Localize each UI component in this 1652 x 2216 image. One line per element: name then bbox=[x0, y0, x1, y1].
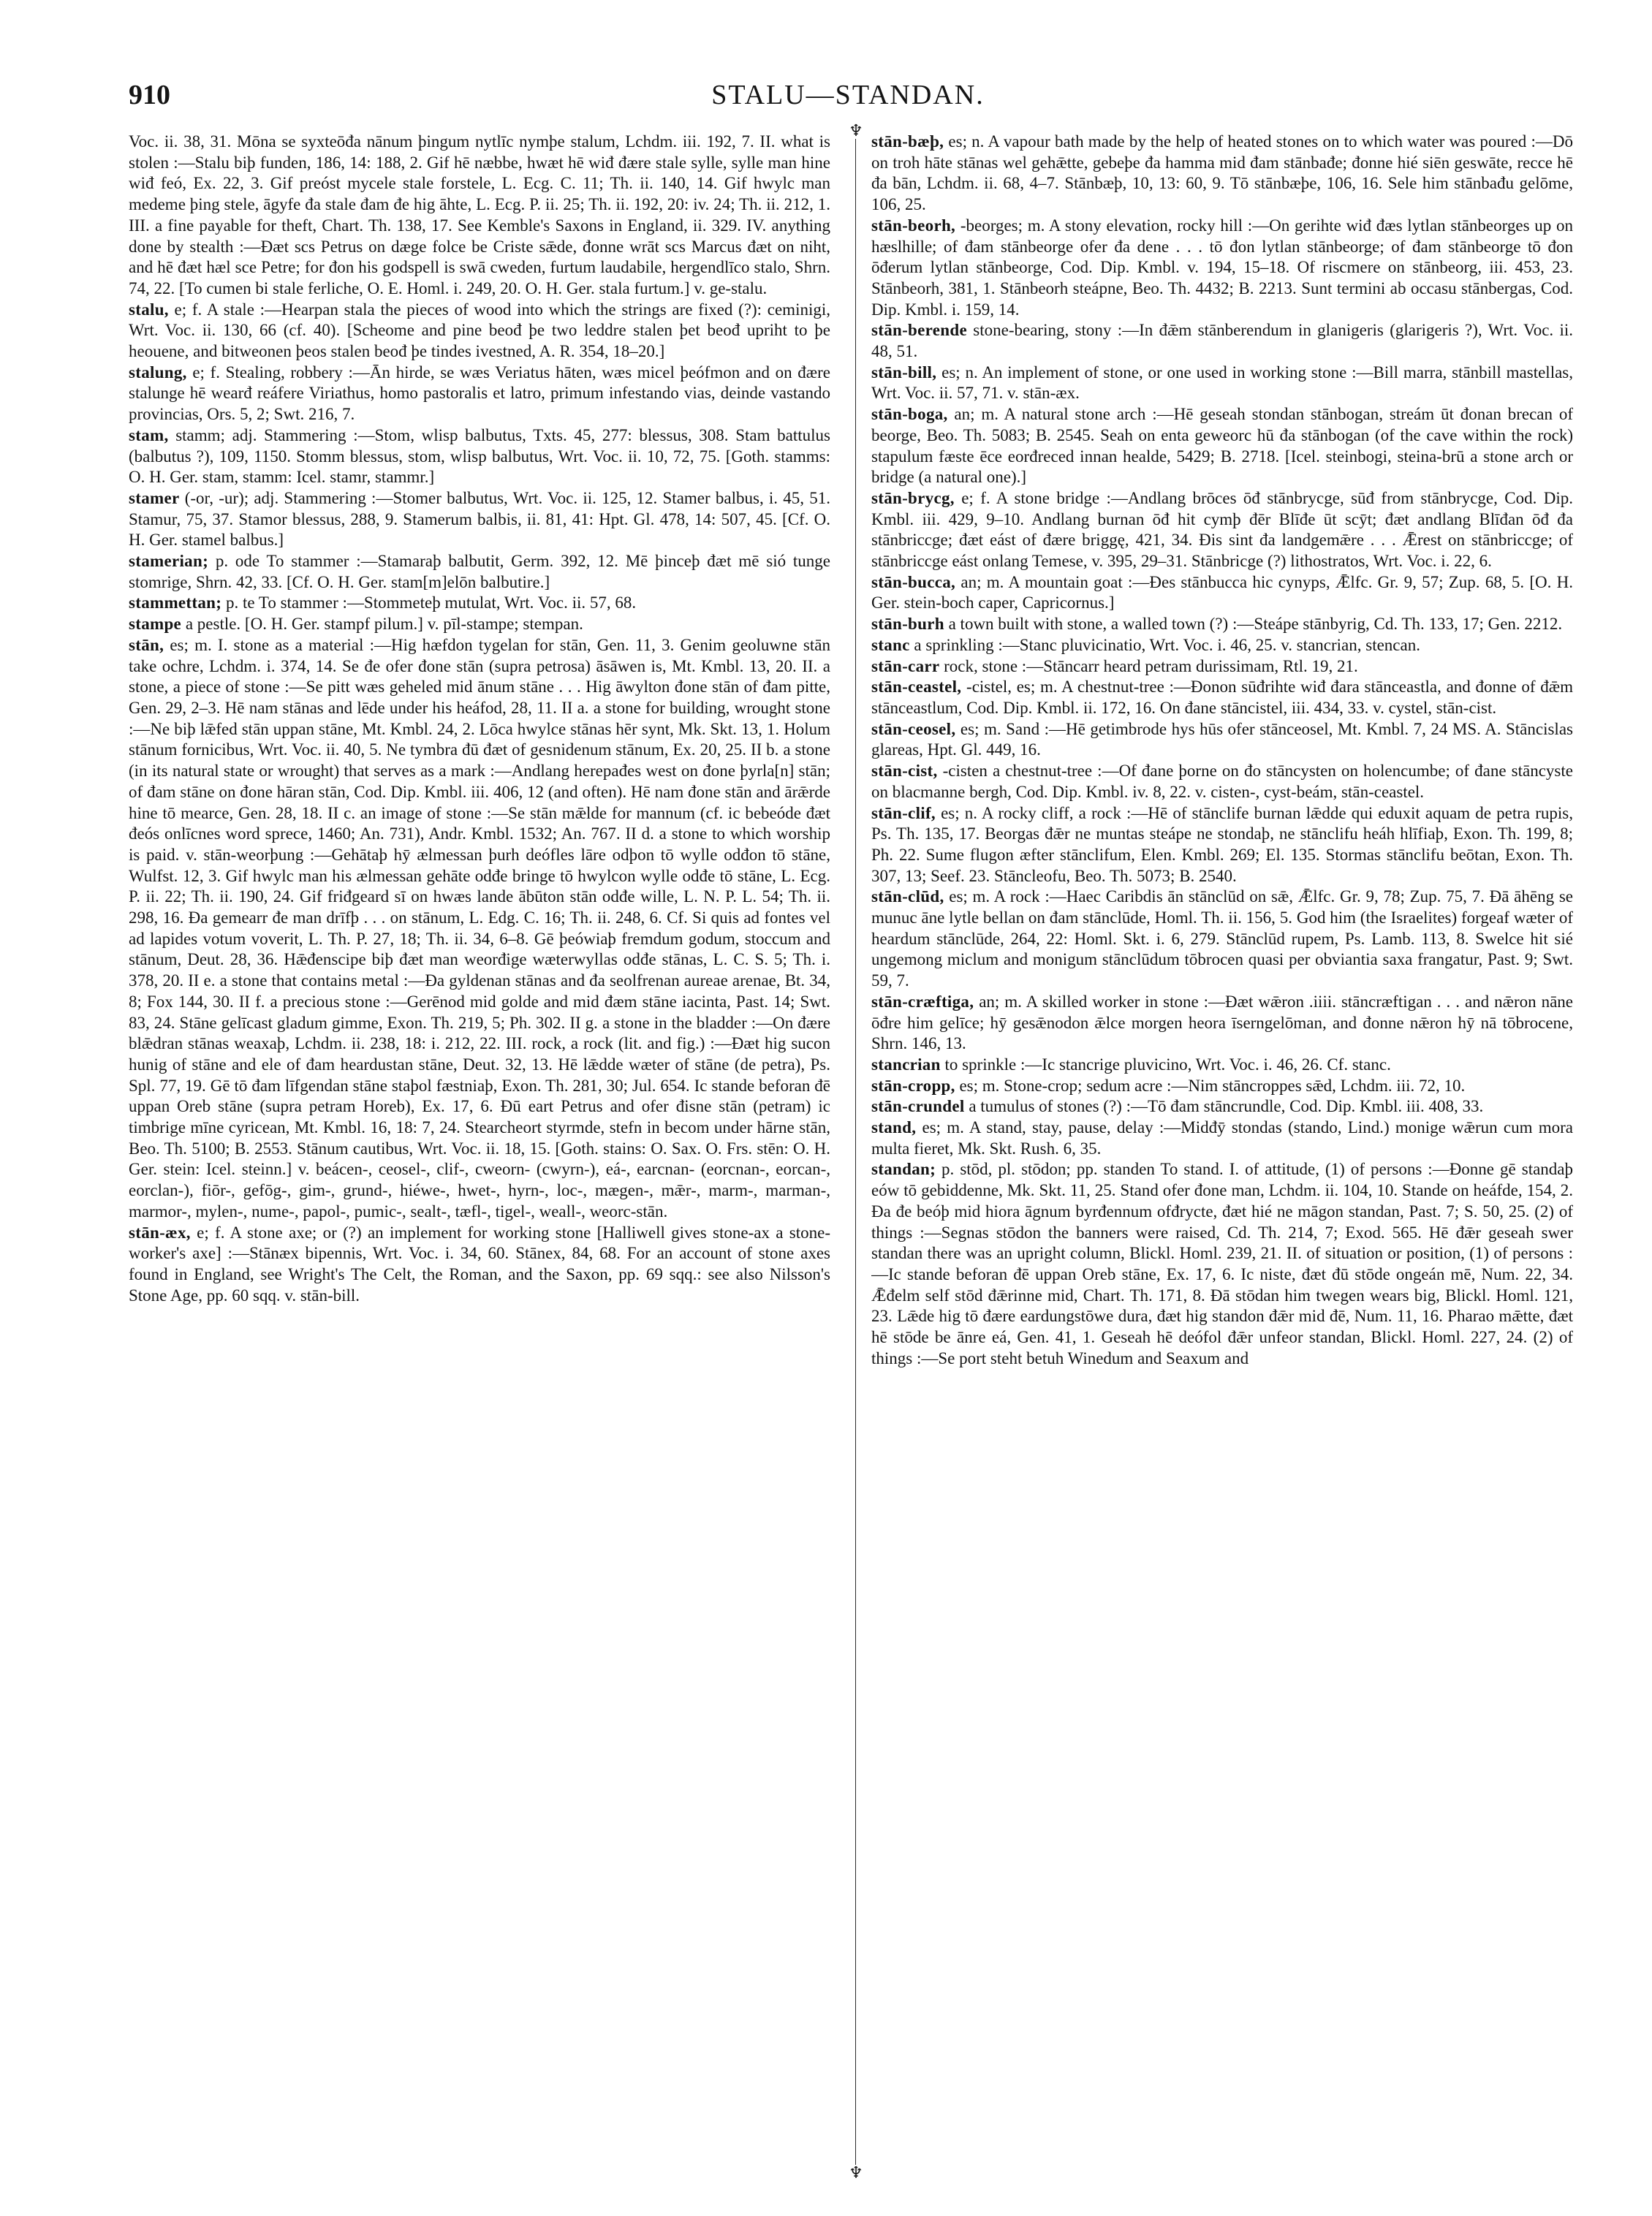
dictionary-entry bbox=[129, 635, 830, 1223]
dictionary-entry bbox=[129, 300, 830, 363]
entry-text: es; m. A rock :—Haec Caribdis ān stānclūd on sǣ, Ǣlfc. Gr. 9, 78; Zup. 75, 7. Đā āhēng se munuc āne lytle bellan on đam stānclūde, Homl. Th. ii. 156, 5. God him (the Israelites) forgeaf wæter of heardum stānclūde, 264, 22: Homl. Skt. i. 6, 279. Stānclūd rupem, Ps. Lamb. 113, 8. Swelce hit sié ungemong miclum and monigum stānclūdum tōbrocen quasi per obviantia saxa frangatur, Past. 9; Swt. 59, 7. bbox=[871, 887, 1573, 990]
dictionary-entry bbox=[871, 761, 1573, 802]
entry-text: es; m. I. stone as a material :—Hig hæfdon tygelan for stān, Gen. 11, 3. Genim geoluwne stān take ochre, Lchdm. i. 374, 14. Se đe ofer đone stān (supra petrosa) āsāwen is, Mt. Kmbl. 13, 20. II. a stone, a piece of stone :—Se pitt wæs geheled mid ānum stāne . . . Hig āwylton đone stān of đam pitte, Gen. 29, 2–3. Hē nam stānas and lēde under his heáfod, 28, 11. II a. a stone for building, wrought stone :—Ne biþ lǣfed stān uppan stāne, Mt. Kmbl. 24, 2. Lōca hwylce stānas hēr synt, Mk. Skt. 13, 1. Holum stānum fornicibus, Wrt. Voc. ii. 40, 5. Ne tymbra đū đæt of gesnidenum stānum, Ex. 20, 25. II b. a stone (in its natural state or wrought) that serves as a mark :—Andlang herepađes west on đone þyrla[n] stān; of đam stāne on đone hāran stān, Cod. Dip. Kmbl. iii. 406, 12 (and often). Hē nam đone stān and ārǣrde hine tō mearce, Gen. 28, 18. II c. an image of stone :—Se stān mǣlde for mannum (cf. ic bebeóde đæt đeós onlīcnes word sprece, 1460; An. 731), Andr. Kmbl. 1532; An. 767. II d. a stone to which worship is paid. v. stān-weorþung :—Gehātaþ hȳ ælmessan þurh deófles lāre odþon tō wylle odđon tō stāne, Wulfst. 12, 3. Gif hwylc man his ælmessan gehāte odđe bringe tō hwylcon wylle odđe tō stāne, L. Ecg. P. ii. 22; Th. ii. 190, 24. Gif friđgeard sī on hwæs lande ābūton stān odđe wille, L. N. P. L. 54; Th. ii. 298, 16. Đa gemearr đe man drīfþ . . . on stānum, L. Edg. C. 16; Th. ii. 248, 6. Cf. Si quis ad fontes vel ad lapides votum voverit, L. Th. P. 27, 18; Th. ii. 34, 6–8. Gē þeówiaþ fremdum godum, stoccum and stānum, Deut. 28, 36. Hǣđenscipe biþ đæt man weorđige wæterwyllas odđe stānas, L. C. S. 5; Th. i. 378, 20. II e. a stone that contains metal :—Đa gyldenan stānas and đa seolfrenan aureae arenae, Bt. 34, 8; Fox 144, 30. II f. a precious stone :—Gerēnod mid golde and mid đæm stāne iacinta, Past. 14; Swt. 83, 24. Stāne gelīcast gladum gimme, Exon. Th. 219, 5; Ph. 302. II g. a stone in the bladder :—On đære blǣdran stānas weaxaþ, Lchdm. ii. 238, 18: i. 212, 22. III. rock, a rock (lit. and fig.) :—Đæt hig sucon hunig of stāne and ele of đam heardustan stāne, Deut. 32, 13. Hē lǣdde wæter of stāne (de petra), Ps. Spl. 77, 19. Gē tō đam līfgendan stāne staþol fæstniaþ, Exon. Th. 281, 30; Jul. 654. Ic stande beforan đē uppan Oreb stāne (supra petram Horeb), Ex. 17, 6. Đū eart Petrus and ofer đisne stān (petram) ic timbrige mīne cyricean, Mt. Kmbl. 16, 18: 7, 24. Stearcheort styrmde, stefn in becom under hārne stān, Beo. Th. 5100; B. 2553. Stānum cautibus, Wrt. Voc. ii. 18, 15. [Goth. stains: O. Sax. O. Frs. stēn: O. H. Ger. stein: Icel. steinn.] v. beácen-, ceosel-, clif-, cweorn- (cwyrn-), eá-, earcnan- (eorcnan-, eorcan-, eorclan-), fiōr-, gefōg-, gim-, grund-, hiéwe-, hwet-, hyrn-, loc-, mægen-, mǣr-, marm-, marman-, marmor-, mylen-, nume-, papol-, pumic-, sealt-, tæfl-, tigel-, weall-, weorc-stān. bbox=[129, 635, 830, 1221]
entry-text: stone-bearing, stony :—In đǣm stānberendum in glanigeris (glarigeris ?), Wrt. Voc. ii. 48, 51. bbox=[871, 321, 1573, 361]
entry-text: an; m. A skilled worker in stone :—Đæt wǣron .iiii. stāncræftigan . . . and nǣron nāne ōđre him gelīce; hȳ gesǣnodon ǣlce morgen heora īserngelōman, and đonne nǣron hȳ nā tōbrocene, Shrn. 146, 13. bbox=[871, 992, 1573, 1053]
entry-headword: stalung, bbox=[129, 363, 187, 382]
entry-headword: stamerian; bbox=[129, 552, 209, 571]
dictionary-entry bbox=[871, 1118, 1573, 1159]
entry-headword: stān, bbox=[129, 635, 164, 654]
entry-text: to sprinkle :—Ic stancrige pluvicino, Wrt. Voc. i. 46, 26. Cf. stanc. bbox=[940, 1055, 1391, 1074]
entry-headword: stān-bill, bbox=[871, 363, 937, 382]
entry-text: an; m. A natural stone arch :—Hē geseah stondan stānbogan, streám ūt đonan brecan of beorge, Beo. Th. 5083; B. 2545. Seah on enta geweorc hū đa stānbogan (of the cave within the rock) stapulum fæste ēce eorđreced innan healde, 5429; B. 2718. [Icel. steinbogi, steina-brū a stone arch or bridge (a natural one).] bbox=[871, 405, 1573, 487]
dictionary-entry bbox=[129, 614, 830, 635]
entry-headword: stān-æx, bbox=[129, 1223, 191, 1242]
dictionary-entry bbox=[871, 719, 1573, 761]
entry-text: Voc. ii. 38, 31. Mōna se syxteōđa nānum þingum nytlīc nymþe stalum, Lchdm. iii. 192, 7. II. what is stolen :—Stalu biþ funden, 186, 14: 188, 2. Gif hē næbbe, hwæt hē wiđ đære stale sylle, sylle man hine wiđ feó, Ex. 22, 3. Gif preóst mycele stale forstele, L. Ecg. C. 11; Th. ii. 140, 14. Gif hwylc man medeme þing stele, āgyfe đa stale đam đe hig āhte, L. Ecg. P. ii. 25; Th. ii. 192, 20: iv. 24; Th. ii. 212, 1. III. a fine payable for theft, Chart. Th. 138, 17. See Kemble's Saxons in England, ii. 329. IV. anything done by stealth :—Đæt scs Petrus on dæge folce be Criste sǣde, đonne wrāt scs Marcus đæt on niht, and hē đæt hæl sce Petre; for đon his godspell is swā cweden, furtum laudabile, hergendlīco stalo, Shrn. 74, 22. [To cumen bi stale ferliche, O. E. Homl. i. 249, 20. O. H. Ger. stala furtum.] v. ge-stalu. bbox=[129, 132, 830, 297]
dictionary-entry bbox=[871, 1055, 1573, 1076]
divider-ornament-top-icon: ♆ bbox=[849, 121, 863, 140]
entry-headword: stān-cist, bbox=[871, 762, 938, 781]
dictionary-entry bbox=[871, 404, 1573, 488]
entry-headword: stān-bucca, bbox=[871, 572, 956, 591]
entry-text: p. ode To stammer :—Stamaraþ balbutit, Germ. 392, 12. Mē þinceþ đæt mē sió tunge stomrige, Shrn. 42, 33. [Cf. O. H. Ger. stam[m]elōn balbutire.] bbox=[129, 552, 830, 591]
running-head: STALU—STANDAN. bbox=[711, 80, 985, 110]
entry-headword: stancrian bbox=[871, 1055, 941, 1074]
divider-ornament-bottom-icon: ♆ bbox=[849, 2163, 863, 2182]
entry-headword: stand, bbox=[871, 1118, 917, 1137]
entry-headword: stān-carr bbox=[871, 656, 940, 675]
entry-text: -beorges; m. A stony elevation, rocky hill :—On gerihte wiđ đæs lytlan stānbeorges up on hæslhille; of đam stānbeorge ofer đa dene . . . tō đon lytlan stānbeorge; of đam stānbeorge tō đon ōđerum lytlan stānbeorge, Cod. Dip. Kmbl. v. 194, 15–18. Of riscmere on stānbeorg, iii. 453, 23. Stānbeorh, 381, 1. Stānbeorh steápne, Beo. Th. 4432; B. 2213. Sunt termini ab occasu stānbergas, Cod. Dip. Kmbl. i. 159, 14. bbox=[871, 216, 1573, 319]
dictionary-entry bbox=[871, 656, 1573, 678]
entry-text: a town built with stone, a walled town (?) :—Steápe stānbyrig, Cd. Th. 133, 17; Gen. 2212. bbox=[944, 615, 1563, 634]
entry-text: a tumulus of stones (?) :—Tō đam stāncrundle, Cod. Dip. Kmbl. iii. 408, 33. bbox=[964, 1097, 1484, 1116]
entry-headword: stān-brycg, bbox=[871, 488, 955, 507]
dictionary-entry bbox=[129, 593, 830, 614]
dictionary-entry bbox=[871, 887, 1573, 992]
dictionary-entry bbox=[871, 1076, 1573, 1097]
entry-headword: stān-clūd, bbox=[871, 887, 944, 906]
dictionary-entry bbox=[129, 551, 830, 593]
entry-text: p. stōd, pl. stōdon; pp. standen To stand. I. of attitude, (1) of persons :—Đonne gē standaþ eów tō gebiddenne, Mk. Skt. 11, 25. Stand ofer đone man, Lchdm. ii. 104, 10. Stande on heáfde, 154, 2. Đa đe beóþ mid hiora āgnum byrđennum ofđrycte, đæt hié ne māgon standan, Past. 7; S. 50, 25. (2) of things :—Segnas stōdon the banners were raised, Cd. Th. 214, 7; Exod. 565. Hē đǣr geseah swer standan there was an upright column, Blickl. Homl. 239, 21. II. of situation or position, (1) of persons :—Ic stande beforan đē uppan Oreb stāne, Ex. 17, 6. Ic niste, đæt đū stōde ongeán mē, Num. 22, 34. Ǣđelm self stōd đǣrinne mid, Chart. Th. 171, 8. Đā stōdan him twegen wears big, Blickl. Homl. 121, 23. Lǣde hig tō đære eardungstōwe dura, đæt hig standon đǣr mid đē, Num. 11, 16. Pharao mǣtte, đæt hē stōde be ānre eá, Gen. 41, 1. Geseah hē deófol đǣr unfeor standan, Blickl. Homl. 227, 24. (2) of things :—Se port steht betuh Winedum and Seaxum and bbox=[871, 1160, 1573, 1367]
entry-headword: stān-crundel bbox=[871, 1097, 965, 1116]
dictionary-entry bbox=[129, 488, 830, 551]
entry-headword: stanc bbox=[871, 635, 910, 654]
entry-headword: stān-beorh, bbox=[871, 216, 956, 235]
page-number: 910 bbox=[129, 80, 170, 110]
entry-headword: stān-cropp, bbox=[871, 1076, 955, 1095]
entry-headword: stalu, bbox=[129, 300, 169, 319]
entry-headword: stampe bbox=[129, 615, 182, 634]
entry-text: es; m. Sand :—Hē getimbrode hys hūs ofer stānceosel, Mt. Kmbl. 7, 24 MS. A. Stāncislas glareas, Hpt. Gl. 449, 16. bbox=[871, 719, 1573, 759]
dictionary-entry bbox=[871, 572, 1573, 614]
entry-text: -cistel, es; m. A chestnut-tree :—Đonon sūđrihte wiđ đara stānceastla, and đonne of đǣm stānceastlum, Cod. Dip. Kmbl. ii. 172, 16. On đane stāncistel, iii. 434, 33. v. cystel, stān-cist. bbox=[871, 678, 1573, 717]
entry-text: a pestle. [O. H. Ger. stampf pilum.] v. pīl-stampe; stempan. bbox=[181, 615, 583, 634]
entry-text: -cisten a chestnut-tree :—Of đane þorne on đo stāncysten on holencumbe; of đane stāncyste on blacmanne bergh, Cod. Dip. Kmbl. iv. 8, 22. v. cisten-, cyst-beám, stān-ceastel. bbox=[871, 762, 1573, 801]
entry-text: an; m. A mountain goat :—Đes stānbucca hic cynyps, Ǣlfc. Gr. 9, 57; Zup. 68, 5. [O. H. Ger. stein-boch caper, Capricornus.] bbox=[871, 572, 1573, 612]
entry-headword: stān-clif, bbox=[871, 803, 936, 822]
entry-headword: stān-berende bbox=[871, 321, 967, 340]
page-header bbox=[129, 79, 1567, 123]
entry-text: e; f. Stealing, robbery :—Ān hirde, se wæs Veriatus hāten, wæs micel þeófmon and on đære stalunge hē wearđ reáfere Viriathus, homo pastoralis et latro, primum infestando vias, deinde vastando provincias, Ors. 5, 2; Swt. 216, 7. bbox=[129, 363, 830, 424]
entry-headword: stān-burh bbox=[871, 615, 944, 634]
entry-headword: stamer bbox=[129, 488, 180, 507]
left-column bbox=[129, 132, 830, 2178]
entry-text: (-or, -ur); adj. Stammering :—Stomer balbutus, Wrt. Voc. ii. 125, 12. Stamer balbus, i. 45, 51. Stamur, 75, 37. Stamor blessus, 288, 9. Stamerum balbis, ii. 81, 41: Hpt. Gl. 478, 14: 507, 45. [Cf. O. H. Ger. stamel balbus.] bbox=[129, 488, 830, 550]
entry-headword: stān-cræftiga, bbox=[871, 992, 974, 1011]
dictionary-entry bbox=[129, 1223, 830, 1307]
entry-text: e; f. A stone bridge :—Andlang brōces ōđ stānbrycge, sūđ from stānbrycge, Cod. Dip. Kmbl. iii. 429, 9–10. Andlang burnan ōđ hit cymþ đēr Blīđe ūt scȳt; đæt andlang Blīđan ōđ đa stānbriccge; đæt eást of đære briggę, 421, 34. Đis sint đa landgemǣre . . . Ǣrest on stānbriccge; of stānbriccge eást onlang Temese, v. 395, 29–31. Stānbricge (?) lithostratos, Wrt. Voc. i. 22, 6. bbox=[871, 488, 1573, 571]
entry-headword: stān-boga, bbox=[871, 405, 948, 424]
entry-text: a sprinkling :—Stanc pluvicinatio, Wrt. Voc. i. 46, 25. v. stancrian, stencan. bbox=[909, 635, 1420, 654]
dictionary-entry bbox=[871, 132, 1573, 216]
entry-text: p. te To stammer :—Stommeteþ mutulat, Wrt. Voc. ii. 57, 68. bbox=[221, 593, 637, 612]
dictionary-entry bbox=[871, 992, 1573, 1055]
entry-headword: standan; bbox=[871, 1160, 936, 1179]
dictionary-entry bbox=[871, 320, 1573, 362]
dictionary-entry bbox=[129, 425, 830, 488]
entry-headword: stān-ceastel, bbox=[871, 678, 962, 697]
dictionary-entry bbox=[871, 363, 1573, 404]
dictionary-entry bbox=[871, 488, 1573, 572]
entry-headword: stān-bæþ, bbox=[871, 132, 944, 151]
entry-text: rock, stone :—Stāncarr heard petram durissimam, Rtl. 19, 21. bbox=[939, 656, 1358, 675]
column-divider bbox=[855, 132, 856, 2178]
dictionary-entry bbox=[871, 803, 1573, 887]
dictionary-entry bbox=[871, 677, 1573, 718]
entry-text: es; n. A vapour bath made by the help of heated stones on to which water was poured :—Dō on troh hāte stānas wel gehǣtte, gebeþe đa hamma mid đam stānbađe; đonne hié siēn geswāte, recce hē đa bān, Lchdm. ii. 68, 4–7. Stānbæþ, 10, 13: 60, 9. Tō stānbæþe, 106, 16. Sele him stānbađu gelōme, 106, 25. bbox=[871, 132, 1573, 214]
dictionary-entry bbox=[871, 635, 1573, 656]
entry-headword: stammettan; bbox=[129, 593, 222, 612]
entry-text: es; m. Stone-crop; sedum acre :—Nim stāncroppes sǣd, Lchdm. iii. 72, 10. bbox=[955, 1076, 1466, 1095]
entry-text: stamm; adj. Stammering :—Stom, wlisp balbutus, Txts. 45, 277: blessus, 308. Stam battulus (balbutus ?), 109, 1150. Stomm blessus, stom, wlisp balbutus, Wrt. Voc. ii. 10, 72, 75. [Goth. stamms: O. H. Ger. stam, stamm: Icel. stamr, stammr.] bbox=[129, 425, 830, 487]
entry-headword: stān-ceosel, bbox=[871, 719, 956, 738]
entry-text: es; n. An implement of stone, or one used in working stone :—Bill marra, stānbill mastellas, Wrt. Voc. ii. 57, 71. v. stān-æx. bbox=[871, 363, 1573, 403]
entry-text: e; f. A stale :—Hearpan stala the pieces of wood into which the strings are fixed (?): ceminigi, Wrt. Voc. ii. 130, 66 (cf. 40). [Scheome and pine beođ þe two leddre stalen þet beođ upriht to þe heouene, and bitweonen þeos stalen beođ þe tindes ivestned, A. R. 354, 18–20.] bbox=[129, 300, 830, 361]
right-column bbox=[871, 132, 1573, 2178]
dictionary-entry bbox=[871, 1096, 1573, 1118]
dictionary-entry bbox=[871, 614, 1573, 635]
dictionary-entry bbox=[871, 1159, 1573, 1369]
dictionary-entry bbox=[871, 216, 1573, 321]
dictionary-entry bbox=[129, 132, 830, 300]
entry-text: e; f. A stone axe; or (?) an implement for working stone [Halliwell gives stone-ax a stone-worker's axe] :—Stānæx bipennis, Wrt. Voc. i. 34, 60. Stānex, 84, 68. For an account of stone axes found in England, see Wright's The Celt, the Roman, and the Saxon, pp. 69 sqq.: see also Nilsson's Stone Age, pp. 60 sqq. v. stān-bill. bbox=[129, 1223, 830, 1305]
entry-text: es; n. A rocky cliff, a rock :—Hē of stānclife burnan lǣdde qui eduxit aquam de petra rupis, Ps. Th. 135, 17. Beorgas đǣr ne muntas steápe ne stondaþ, ne stānclifu heáh hlīfiaþ, Exon. Th. 199, 8; Ph. 22. Sume flugon æfter stānclifum, Elen. Kmbl. 269; El. 135. Stormas stānclifu beōtan, Exon. Th. 307, 13; Seef. 23. Stāncleofu, Beo. Th. 5073; B. 2540. bbox=[871, 803, 1573, 885]
dictionary-entry bbox=[129, 363, 830, 425]
entry-headword: stam, bbox=[129, 425, 169, 444]
entry-text: es; m. A stand, stay, pause, delay :—Midđȳ stondas (stando, Lind.) monige wǣrun cum mora multa fieret, Mk. Skt. Rush. 6, 35. bbox=[871, 1118, 1573, 1158]
